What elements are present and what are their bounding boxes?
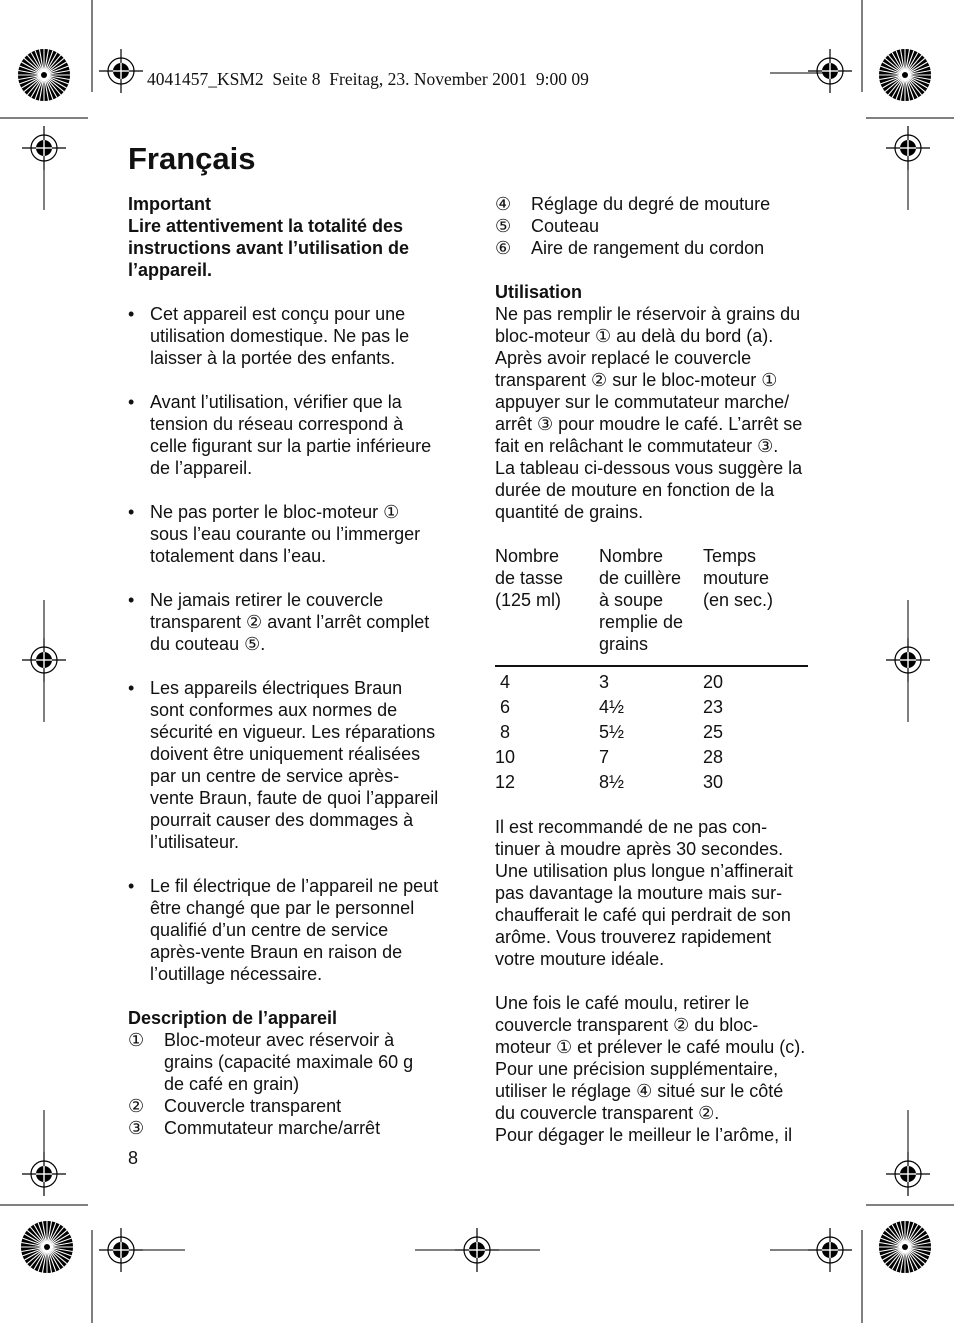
usage-line: arrêt ③ pour moudre le café. L’arrêt se [495, 414, 803, 434]
registration-mark [455, 1228, 499, 1272]
bullet-icon: • [128, 392, 135, 412]
safety-line: Ne jamais retirer le couvercle [150, 590, 384, 610]
safety-line: qualifié d’un centre de service [150, 920, 389, 940]
table-row [495, 666, 808, 694]
header-line: Nombre [599, 546, 664, 566]
part-number: ① [128, 1030, 145, 1050]
registration-mark [99, 1228, 143, 1272]
table-header-row [495, 545, 808, 666]
paragraph-line: Une fois le café moulu, retirer le [495, 993, 750, 1013]
safety-line: transparent ② avant l’arrêt complet [150, 612, 430, 632]
usage-line: La tableau ci-dessous vous suggère la [495, 458, 803, 478]
paragraph-line: votre mouture idéale. [495, 949, 665, 969]
part-item [128, 1029, 463, 1095]
usage-line: quantité de grains. [495, 502, 644, 522]
header-line: à soupe [599, 590, 664, 610]
table-cell: 3 [599, 671, 610, 692]
safety-line: être changé que par le personnel [150, 898, 415, 918]
safety-line: utilisation domestique. Ne pas le [150, 326, 410, 346]
safety-line: l’outillage nécessaire. [150, 964, 323, 984]
safety-line: Les appareils électriques Braun [150, 678, 403, 698]
star-target-mark [879, 49, 931, 101]
table-cell: 20 [703, 671, 724, 692]
safety-line: vente Braun, faute de quoi l’appareil [150, 788, 439, 808]
table-cell: 7 [599, 746, 610, 767]
parts-list [495, 193, 830, 259]
header-line: Temps [703, 546, 757, 566]
header-line: remplie de [599, 612, 684, 632]
usage-line: bloc-moteur ① au delà du bord (a). [495, 326, 774, 346]
registration-mark [808, 49, 852, 93]
table-row [495, 744, 808, 769]
table-cell: 8½ [599, 771, 625, 792]
table-row [495, 719, 808, 744]
part-line: de café en grain) [164, 1074, 300, 1094]
usage-line: durée de mouture en fonction de la [495, 480, 775, 500]
safety-item [128, 677, 463, 853]
safety-line: l’utilisateur. [150, 832, 240, 852]
star-target-mark [18, 49, 70, 101]
safety-list [128, 303, 463, 985]
after-grinding-paragraph [495, 992, 830, 1146]
registration-mark [886, 638, 930, 682]
table-cell: 6 [495, 696, 511, 717]
usage-line: transparent ② sur le bloc-moteur ① [495, 370, 778, 390]
usage-line: fait en relâchant le commutateur ③. [495, 436, 779, 456]
usage-line: appuyer sur le commutateur marche/ [495, 392, 790, 412]
star-target-mark [21, 1221, 73, 1273]
part-line: Couvercle transparent [164, 1096, 342, 1116]
table-cell: 8 [495, 721, 511, 742]
table-cell: 12 [495, 771, 516, 792]
table-row [495, 769, 808, 794]
usage-line: Ne pas remplir le réservoir à grains du [495, 304, 801, 324]
safety-line: par un centre de service après- [150, 766, 400, 786]
important-heading: Important [128, 194, 211, 214]
safety-line: celle figurant sur la partie inférieure [150, 436, 432, 456]
part-line: Bloc-moteur avec réservoir à [164, 1030, 395, 1050]
paragraph-line: couvercle transparent ② du bloc- [495, 1015, 759, 1035]
paragraph-line: pas davantage la mouture mais sur- [495, 883, 783, 903]
header-line: mouture [703, 568, 770, 588]
part-number: ③ [128, 1118, 145, 1138]
safety-line: Avant l’utilisation, vérifier que la [150, 392, 402, 412]
part-line: grains (capacité maximale 60 g [164, 1052, 414, 1072]
header-line: de tasse [495, 568, 564, 588]
important-text-line: instructions avant l’utilisation de [128, 238, 410, 258]
paragraph-line: arôme. Vous trouverez rapidement [495, 927, 772, 947]
table-cell: 28 [703, 746, 724, 767]
paragraph-line: Il est recommandé de ne pas con- [495, 817, 768, 837]
bullet-icon: • [128, 678, 135, 698]
registration-mark [22, 126, 66, 170]
safety-line: sous l’eau courante ou l’immerger [150, 524, 421, 544]
registration-mark [22, 638, 66, 682]
part-item [495, 215, 830, 237]
registration-mark [22, 1152, 66, 1196]
safety-line: Cet appareil est conçu pour une [150, 304, 406, 324]
usage-line: Après avoir replacé le couvercle [495, 348, 752, 368]
paragraph-line: utiliser le réglage ④ situé sur le côté [495, 1081, 784, 1101]
registration-mark [886, 1152, 930, 1196]
paragraph-line: moteur ① et prélever le café moulu (c). [495, 1037, 806, 1057]
part-number: ④ [495, 194, 512, 214]
paragraph-line: du couvercle transparent ②. [495, 1103, 720, 1123]
safety-item [128, 501, 463, 567]
registration-mark [886, 126, 930, 170]
paragraph-line: Pour une précision supplémentaire, [495, 1059, 779, 1079]
table-cell: 10 [495, 746, 516, 767]
table-cell: 25 [703, 721, 724, 742]
part-item [128, 1117, 463, 1139]
safety-line: sécurité en vigueur. Les réparations [150, 722, 436, 742]
paragraph-line: Pour dégager le meilleur le l’arôme, il [495, 1125, 793, 1145]
bullet-icon: • [128, 590, 135, 610]
part-line: Commutateur marche/arrêt [164, 1118, 381, 1138]
safety-line: sont conformes aux normes de [150, 700, 398, 720]
header-line: Nombre [495, 546, 560, 566]
part-item [128, 1095, 463, 1117]
print-header: 4041457_KSM2 Seite 8 Freitag, 23. November 2001 9:00 09 [147, 69, 589, 89]
header-line: (en sec.) [703, 590, 774, 610]
table-cell: 4½ [599, 696, 625, 717]
column-header-spoons [599, 545, 703, 666]
safety-line: de l’appareil. [150, 458, 253, 478]
safety-line: pourrait causer des dommages à [150, 810, 414, 830]
safety-line: Le fil électrique de l’appareil ne peut [150, 876, 439, 896]
safety-item [128, 391, 463, 479]
paragraph-line: chaufferait le café qui perdrait de son [495, 905, 791, 925]
page-title: Français [128, 141, 256, 176]
header-line: grains [599, 634, 649, 654]
safety-item [128, 303, 463, 369]
table-cell: 4 [495, 671, 511, 692]
recommendation-paragraph [495, 816, 830, 970]
column-header-time [703, 545, 808, 666]
page-number: 8 [128, 1148, 139, 1168]
header-line: (125 ml) [495, 590, 562, 610]
safety-line: après-vente Braun en raison de [150, 942, 403, 962]
usage-heading: Utilisation [495, 282, 583, 302]
paragraph-line: tinuer à moudre après 30 secondes. [495, 839, 784, 859]
parts-list [128, 1029, 463, 1139]
table-cell: 30 [703, 771, 724, 792]
bullet-icon: • [128, 502, 135, 522]
safety-item [128, 589, 463, 655]
part-number: ⑤ [495, 216, 512, 236]
safety-line: tension du réseau correspond à [150, 414, 404, 434]
safety-line: laisser à la portée des enfants. [150, 348, 396, 368]
safety-line: totalement dans l’eau. [150, 546, 327, 566]
part-number: ⑥ [495, 238, 512, 258]
part-line: Aire de rangement du cordon [531, 238, 765, 258]
part-line: Réglage du degré de mouture [531, 194, 771, 214]
table-cell: 23 [703, 696, 724, 717]
description-heading: Description de l’appareil [128, 1008, 338, 1028]
column-header-cups [495, 545, 599, 666]
part-item [495, 193, 830, 215]
table-row [495, 694, 808, 719]
registration-mark [99, 49, 143, 93]
bullet-icon: • [128, 304, 135, 324]
safety-item [128, 875, 463, 985]
registration-mark [808, 1228, 852, 1272]
important-text-line: l’appareil. [128, 260, 213, 280]
safety-line: Ne pas porter le bloc-moteur ① [150, 502, 400, 522]
left-column [128, 193, 463, 1139]
star-target-mark [879, 1221, 931, 1273]
right-column [495, 193, 830, 1146]
important-text-line: Lire attentivement la totalité des [128, 216, 404, 236]
safety-line: doivent être uniquement réalisées [150, 744, 421, 764]
part-number: ② [128, 1096, 145, 1116]
bullet-icon: • [128, 876, 135, 896]
paragraph-line: Une utilisation plus longue n’affinerait [495, 861, 793, 881]
part-line: Couteau [531, 216, 600, 236]
header-line: de cuillère [599, 568, 682, 588]
part-item [495, 237, 830, 259]
safety-line: du couteau ⑤. [150, 634, 266, 654]
table-cell: 5½ [599, 721, 625, 742]
grinding-time-table [495, 545, 808, 794]
